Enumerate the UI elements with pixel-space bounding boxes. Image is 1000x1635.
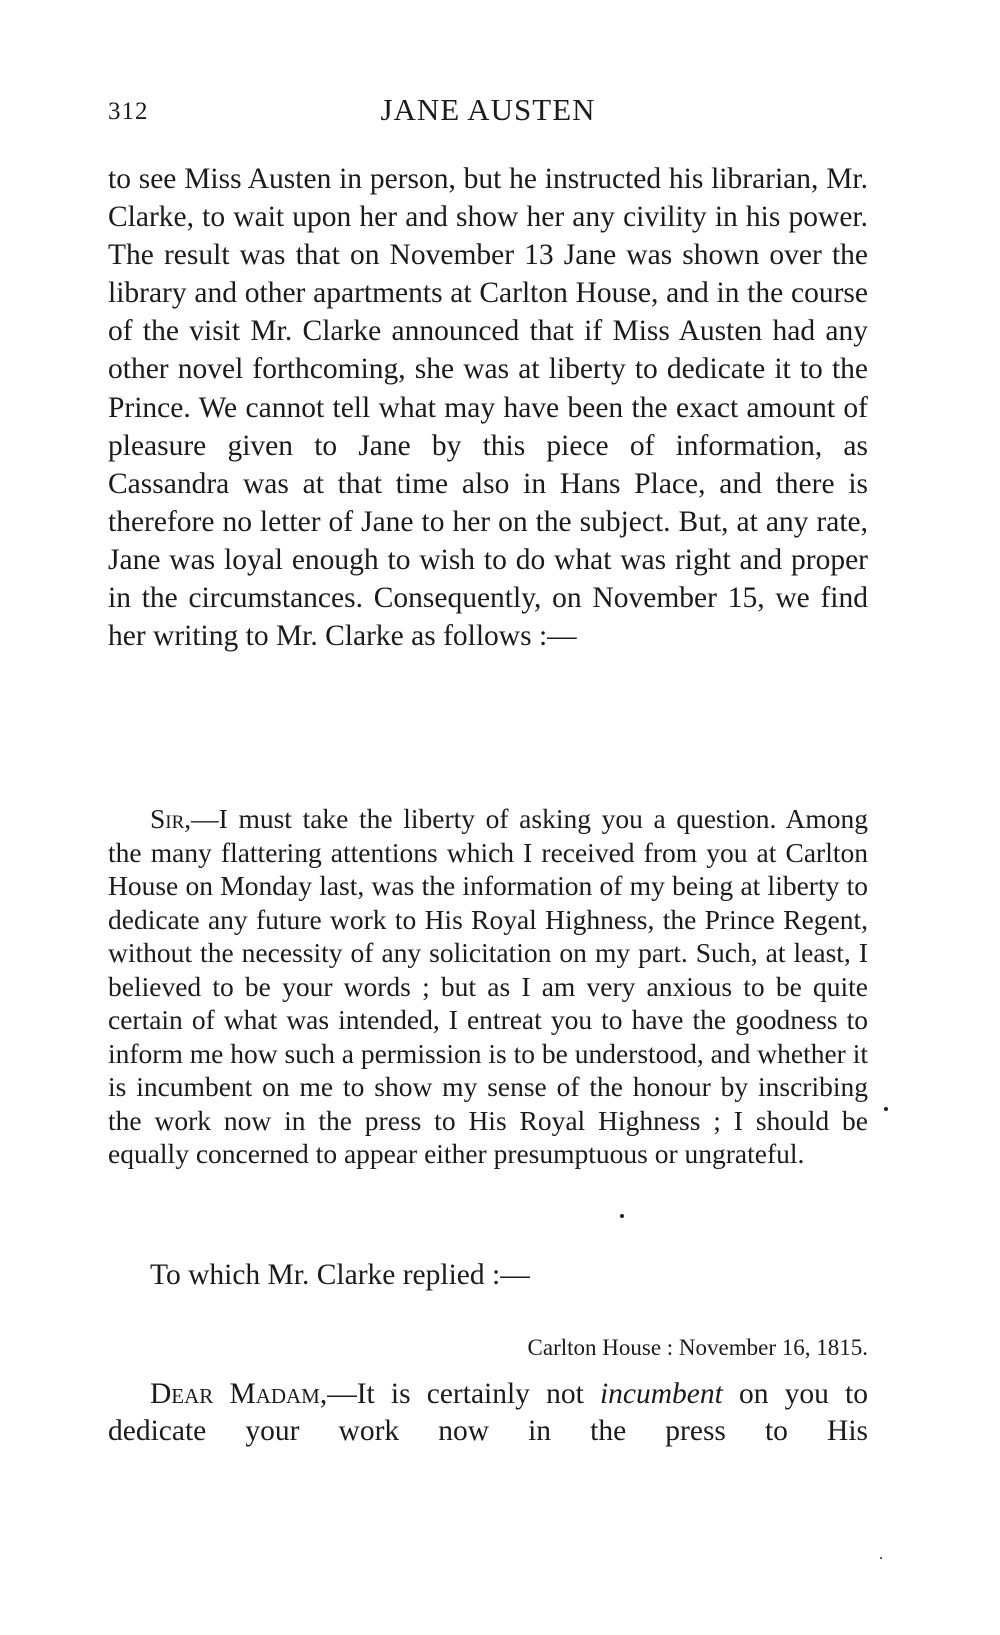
running-head: JANE AUSTEN (380, 92, 596, 127)
reply-intro: To which Mr. Clarke replied :— (150, 1259, 530, 1291)
reply-text-before: —It is certainly not (327, 1378, 600, 1410)
margin-speck (884, 1107, 888, 1111)
reply-salutation: Dear Madam, (150, 1378, 328, 1410)
margin-speck (620, 1214, 624, 1218)
letter-text: —I must take the liberty of asking you a question. Among the many flattering attentions which I received from you at Carlton House on Monday last, was the information of my being at liberty to dedicate any future work to His Royal Highness, the Prince Regent, without the necessity of any solicitation on my part. Such, at least, I believed to be your words ; but as I am very anxious to be quite certain of what was intended, I entreat you to have the goodness to inform me how such a permission is to be understood, and whether it is incumbent on me to show my sense of the honour by inscribing the work now in the press to His Royal Highness ; I should be equally concerned to appear either presumptuous or ungrateful. (108, 803, 868, 1169)
page-header (108, 92, 868, 132)
letter-block (108, 802, 868, 1171)
reply-emphasis: incumbent (599, 1378, 723, 1410)
page-number: 312 (108, 98, 149, 125)
reply-dateline: Carlton House : November 16, 1815. (527, 1335, 868, 1360)
body-paragraph: to see Miss Austen in person, but he instructed his librarian, Mr. Clarke, to wait upon her and show her any civility in his power. The result was that on November 13 Jane was shown over the library and other apartments at Carlton House, and in the course of the visit Mr. Clarke announced that if Miss Austen had any other novel forthcoming, she was at liberty to dedicate it to the Prince. We cannot tell what may have been the exact amount of pleasure given to Jane by this piece of information, as Cassandra was at that time also in Hans Place, and there is therefore no letter of Jane to her on the subject. But, at any rate, Jane was loyal enough to wish to do what was right and proper in the circumstances. Consequently, on November 15, we find her writing to Mr. Clarke as follows :— (108, 163, 868, 653)
letter-salutation: Sir, (150, 803, 192, 834)
margin-speck (880, 1557, 882, 1559)
reply-paragraph (108, 1376, 868, 1450)
reply-text-after: on you to dedicate your work now in the press to His (108, 1378, 868, 1447)
